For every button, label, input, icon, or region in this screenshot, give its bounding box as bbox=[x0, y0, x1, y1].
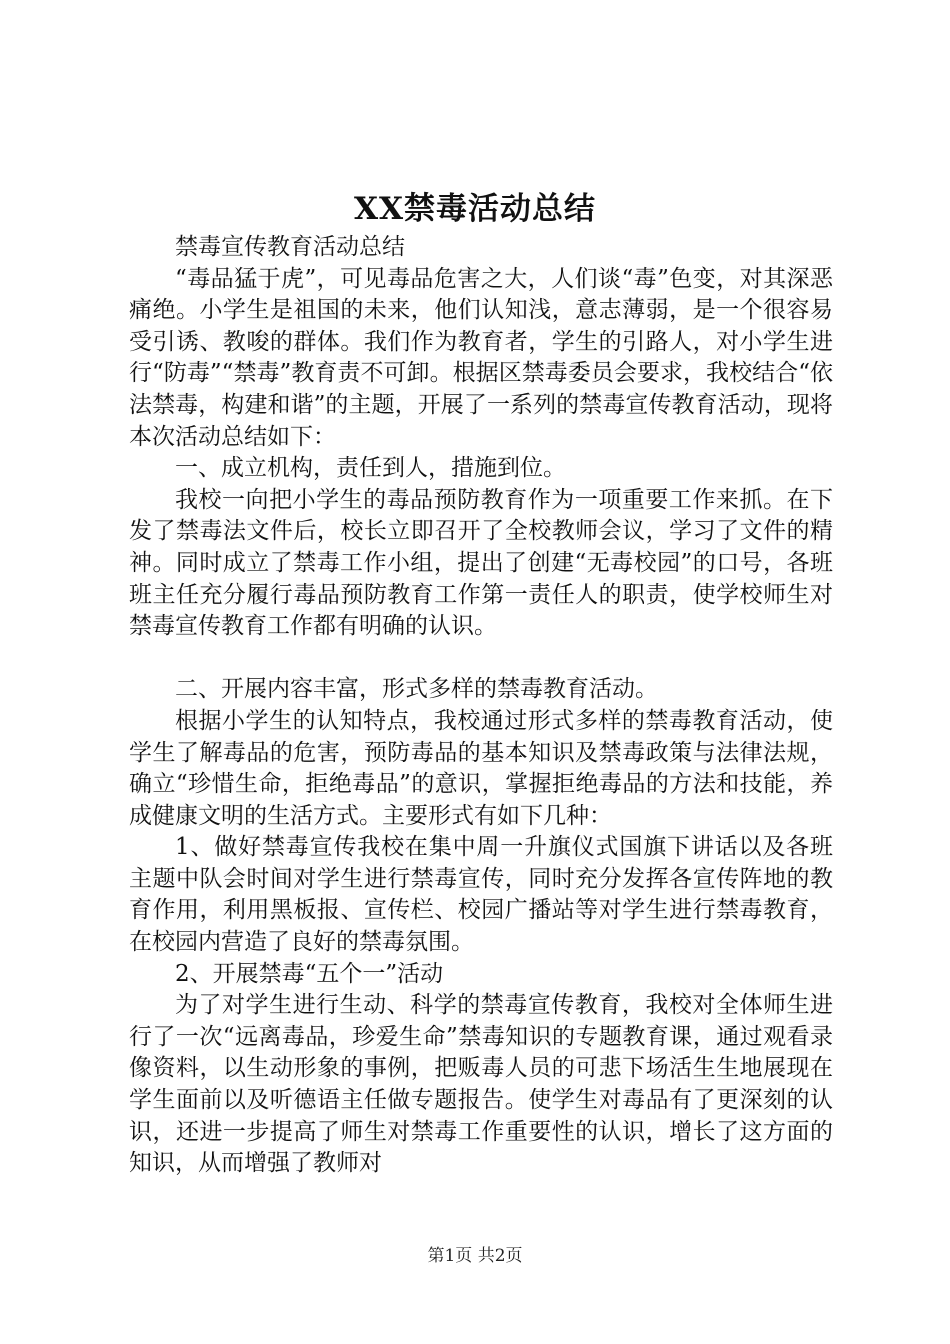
list-item-2: 2、开展禁毒“五个一”活动 bbox=[175, 960, 444, 987]
paragraph-section-1: 我校一向把小学生的毒品预防教育作为一项重要工作来抓。在下发了禁毒法文件后，校长立即召开了全校教师会议，学习了文件的精神。同时成立了禁毒工作小组，提出了创建“无毒校园”的口号，各班班主任充分履行毒品预防教育工作第一责任人的职责，使学校师生对禁毒宣传教育工作都有明确的认识。 bbox=[129, 486, 833, 640]
section-heading-1: 一、成立机构，责任到人，措施到位。 bbox=[175, 455, 566, 482]
paragraph-list-item-2-body: 为了对学生进行生动、科学的禁毒宣传教育，我校对全体师生进行了一次“远离毒品，珍爱生命”禁毒知识的专题教育课，通过观看录像资料，以生动形象的事例，把贩毒人员的可悲下场活生生地展现在学生面前以及听德语主任做专题报告。使学生对毒品有了更深刻的认识，还进一步提高了师生对禁毒工作重要性的认识，增长了这方面的知识，从而增强了教师对 bbox=[129, 992, 833, 1177]
list-item-1: 1、做好禁毒宣传我校在集中周一升旗仪式国旗下讲话以及各班主题中队会时间对学生进行禁毒宣传，同时充分发挥各宣传阵地的教育作用，利用黑板报、宣传栏、校园广播站等对学生进行禁毒教育，在校园内营造了良好的禁毒氛围。 bbox=[129, 834, 833, 956]
document-body bbox=[129, 232, 833, 1180]
document-title: XX禁毒活动总结 bbox=[353, 191, 597, 227]
paragraph-subtitle: 禁毒宣传教育活动总结 bbox=[175, 234, 405, 260]
page-footer: 第1页 共2页 bbox=[427, 1246, 523, 1266]
section-heading-2: 二、开展内容丰富，形式多样的禁毒教育活动。 bbox=[175, 676, 658, 703]
paragraph-section-2: 根据小学生的认知特点，我校通过形式多样的禁毒教育活动，使学生了解毒品的危害，预防毒品的基本知识及禁毒政策与法律法规，确立“珍惜生命，拒绝毒品”的意识，掌握拒绝毒品的方法和技能，养成健康文明的生活方式。主要形式有如下几种： bbox=[129, 707, 833, 829]
paragraph-intro: “毒品猛于虎”，可见毒品危害之大，人们谈“毒”色变，对其深恶痛绝。小学生是祖国的未来，他们认知浅，意志薄弱，是一个很容易受引诱、教唆的群体。我们作为教育者，学生的引路人，对小学生进行“防毒”“禁毒”教育责不可卸。根据区禁毒委员会要求，我校结合“依法禁毒，构建和谐”的主题，开展了一系列的禁毒宣传教育活动，现将本次活动总结如下： bbox=[129, 265, 833, 450]
